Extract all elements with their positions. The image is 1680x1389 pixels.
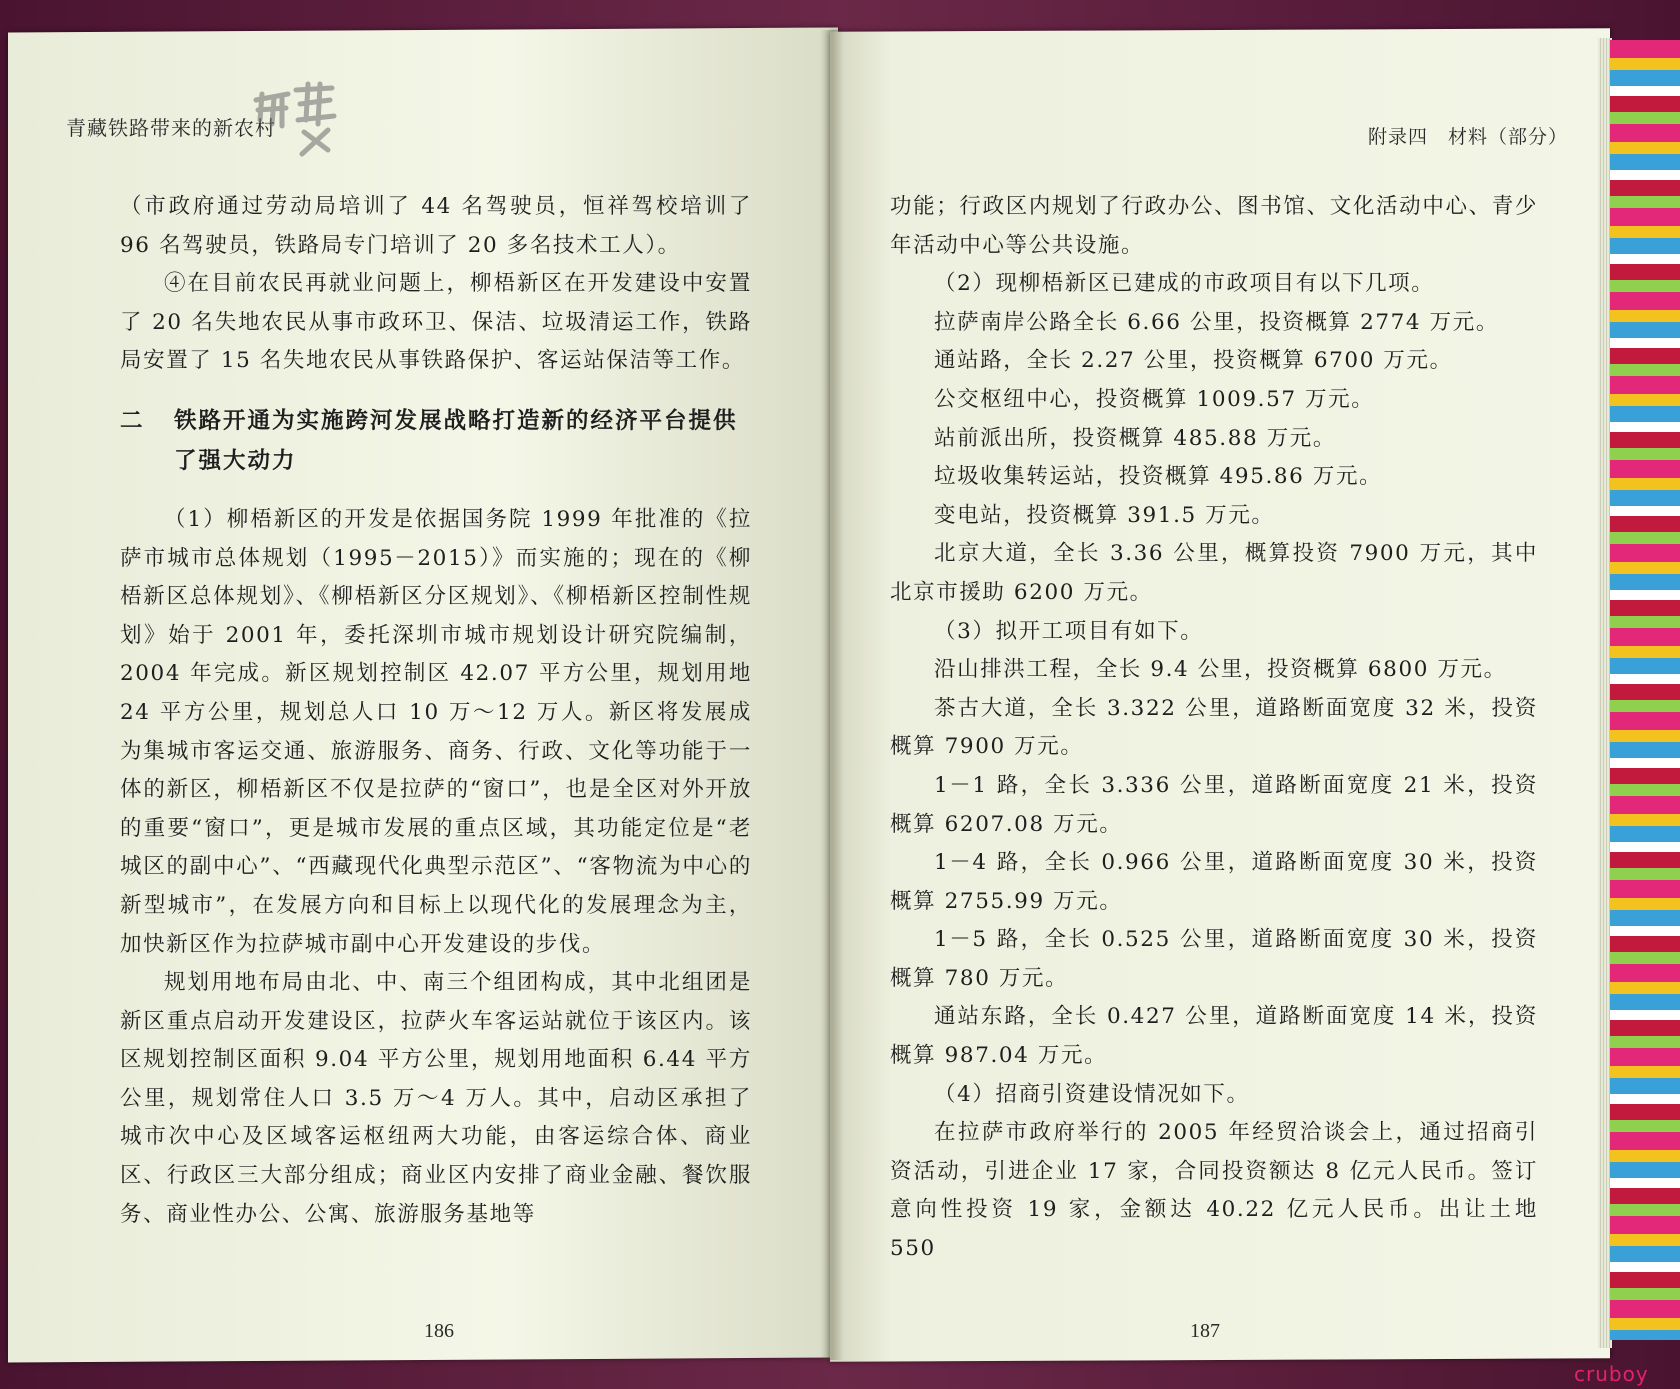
paragraph: 变电站，投资概算 391.5 万元。 [934, 502, 1275, 528]
book-gutter [820, 30, 844, 1360]
paragraph: 茶古大道，全长 3.322 公里，道路断面宽度 32 米，投资概算 7900 万元。 [890, 695, 1538, 760]
paragraph: （1）柳梧新区的开发是依据国务院 1999 年批准的《拉萨市城市总体规划（1995－2015）》而实施的；现在的《柳梧新区总体规划》、《柳梧新区分区规划》、《柳梧新区控制性规划》始于 2001 年，委托深圳市城市规划设计研究院编制，2004 年完成。新区规划控制区 42.07 平方公里，规划用地 24 平方公里，规划总人口 10 万～12 万人。新区将发展成为集城市客运交通、旅游服务、商务、行政、文化等功能于一体的新区，柳梧新区不仅是拉萨的“窗口”，也是全区对外开放的重要“窗口”，更是城市发展的重点区域，其功能定位是“老城区的副中心”、“西藏现代化典型示范区”、“客物流为中心的新型城市”，在发展方向和目标上以现代化的发展理念为主，加快新区作为拉萨城市副中心开发建设的步伐。 [120, 506, 752, 957]
paragraph: 通站路，全长 2.27 公里，投资概算 6700 万元。 [934, 348, 1453, 374]
colorful-cover-edge [1610, 40, 1680, 1340]
paragraph: 在拉萨市政府举行的 2005 年经贸洽谈会上，通过招商引资活动，引进企业 17 家，合同投资额达 8 亿元人民币。签订意向性投资 19 家，金额达 40.22 亿元人民币。出让土地 550 [890, 1120, 1538, 1262]
paragraph: 1－4 路，全长 0.966 公里，道路断面宽度 30 米，投资概算 2755.99 万元。 [890, 850, 1538, 914]
section-title: 铁路开通为实施跨河发展战略打造新的经济平台提供了强大动力 [174, 407, 738, 474]
paragraph: （2）现柳梧新区已建成的市政项目有以下几项。 [934, 271, 1435, 297]
running-header-left: 青藏铁路带来的新农村 [66, 116, 276, 140]
page-number-left: 186 [424, 1320, 454, 1342]
paragraph: 1－5 路，全长 0.525 公里，道路断面宽度 30 米，投资概算 780 万元。 [890, 927, 1538, 991]
right-page-body [890, 188, 1538, 1269]
paragraph: 规划用地布局由北、中、南三个组团构成，其中北组团是新区重点启动开发建设区，拉萨火车客运站就位于该区内。该区规划控制区面积 9.04 平方公里，规划用地面积 6.44 平方公里，规划常住人口 3.5 万～4 万人。其中，启动区承担了城市次中心及区域客运枢纽两大功能，由客运综合体、商业区、行政区三大部分组成；商业区内安排了商业金融、餐饮服务、商业性办公、公寓、旅游服务基地等 [120, 970, 752, 1227]
paragraph: 北京大道，全长 3.36 公里，概算投资 7900 万元，其中北京市援助 6200 万元。 [890, 541, 1538, 605]
watermark: cruboy [1574, 1362, 1649, 1386]
paragraph: 拉萨南岸公路全长 6.66 公里，投资概算 2774 万元。 [934, 309, 1499, 335]
paragraph: （市政府通过劳动局培训了 44 名驾驶员，恒祥驾校培训了 96 名驾驶员，铁路局专门培训了 20 多名技术工人）。 [120, 194, 752, 258]
paragraph: 沿山排洪工程，全长 9.4 公里，投资概算 6800 万元。 [934, 657, 1507, 683]
paragraph: 1－1 路，全长 3.336 公里，道路断面宽度 21 米，投资概算 6207.08 万元。 [890, 772, 1538, 837]
running-header-right: 附录四 材料（部分） [1368, 126, 1569, 148]
paragraph: 垃圾收集转运站，投资概算 495.86 万元。 [934, 464, 1383, 490]
paragraph: 公交枢纽中心，投资概算 1009.57 万元。 [934, 386, 1375, 412]
paragraph: （3）拟开工项目有如下。 [934, 618, 1204, 644]
left-page-body [120, 188, 752, 1234]
paragraph: 通站东路，全长 0.427 公里，道路断面宽度 14 米，投资概算 987.04 万元。 [890, 1004, 1538, 1069]
paragraph: 功能；行政区内规划了行政办公、图书馆、文化活动中心、青少年活动中心等公共设施。 [890, 194, 1538, 258]
section-heading [120, 401, 752, 481]
calligraphy-logo-icon [248, 80, 338, 160]
section-number: 二 [120, 407, 145, 434]
paragraph: ④在目前农民再就业问题上，柳梧新区在开发建设中安置了 20 名失地农民从事市政环卫、保洁、垃圾清运工作，铁路局安置了 15 名失地农民从事铁路保护、客运站保洁等工作。 [120, 271, 752, 374]
page-number-right: 187 [1190, 1320, 1220, 1342]
paragraph: （4）招商引资建设情况如下。 [934, 1081, 1250, 1107]
paragraph: 站前派出所，投资概算 485.88 万元。 [934, 425, 1336, 451]
